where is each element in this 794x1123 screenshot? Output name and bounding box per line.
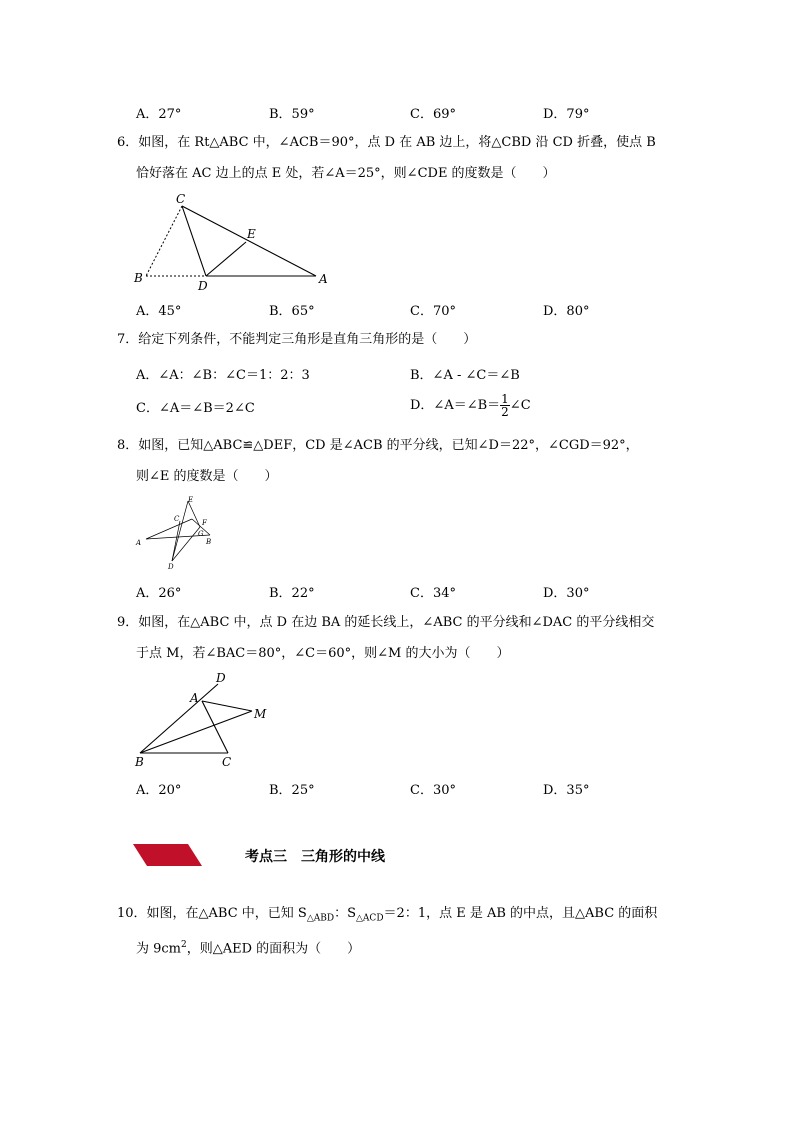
q5-option-b: B．59° <box>269 107 315 122</box>
q7-option-d-fraction <box>500 393 510 418</box>
q9-label-m: M <box>254 707 267 721</box>
q8-option-c: C．34° <box>410 586 456 601</box>
q5-option-d: D．79° <box>543 107 590 122</box>
q8-label-f: F <box>202 519 207 527</box>
q9-stem-line1: 9．如图，在△ABC 中，点 D 在边 BA 的延长线上，∠ABC 的平分线和∠DAC 的平分线相交 <box>117 615 655 630</box>
q10-sub-acd: △ACD <box>356 913 384 924</box>
section-banner-shape <box>130 844 205 866</box>
q8-option-b: B．22° <box>269 586 315 601</box>
q5-option-a: A．27° <box>136 107 182 122</box>
q5-option-c: C．69° <box>410 107 456 122</box>
section-banner-parallelogram <box>133 844 202 866</box>
q8-option-d: D．30° <box>543 586 590 601</box>
q6-label-d: D <box>198 279 208 293</box>
q6-option-a: A．45° <box>136 304 182 319</box>
q6-label-e: E <box>247 227 256 241</box>
q8-stem-line1: 8．如图，已知△ABC≌△DEF，CD 是∠ACB 的平分线，已知∠D＝22°，∠CGD＝92°， <box>117 438 639 453</box>
q8-label-b: B <box>206 538 212 546</box>
q7-option-a: A．∠A：∠B：∠C＝1：2：3 <box>136 368 310 383</box>
q7-option-b: B．∠A - ∠C＝∠B <box>410 368 520 383</box>
q6-stem-line1: 6．如图，在 Rt△ABC 中，∠ACB＝90°，点 D 在 AB 边上，将△CBD 沿 CD 折叠，使点 B <box>117 135 656 150</box>
q10-text-e: ，则△AED 的面积为（ ） <box>186 941 361 957</box>
q7-option-d-suffix: ∠C <box>509 398 531 413</box>
q8-figure <box>132 493 222 573</box>
q6-label-b: B <box>134 271 143 285</box>
q9-label-b: B <box>135 755 144 769</box>
q9-figure <box>130 670 280 770</box>
q9-label-c: C <box>222 755 232 769</box>
q7-option-c: C．∠A＝∠B＝2∠C <box>136 401 255 416</box>
q8-label-d: D <box>168 563 174 571</box>
q7-option-d-prefix: D．∠A＝∠B＝ <box>410 398 501 413</box>
q7-stem: 7．给定下列条件，不能判定三角形是直角三角形的是（ ） <box>117 332 477 347</box>
q9-option-a: A．20° <box>136 783 182 798</box>
q9-option-b: B．25° <box>269 783 315 798</box>
q6-figure <box>130 190 340 295</box>
q6-stem-line2: 恰好落在 AC 边上的点 E 处，若∠A＝25°，则∠CDE 的度数是（ ） <box>136 166 556 181</box>
q8-label-c: C <box>174 515 180 523</box>
q8-label-e: E <box>188 496 194 504</box>
q10-text-b: ：S <box>334 906 357 921</box>
q8-label-g: G <box>198 530 204 538</box>
q10-stem-line2 <box>136 935 360 959</box>
q6-option-d: D．80° <box>543 304 590 319</box>
q10-text-d: 为 9cm <box>136 941 182 957</box>
q8-option-a: A．26° <box>136 586 182 601</box>
q10-text-c: ＝2：1，点 E 是 AB 的中点，且△ABC 的面积 <box>383 906 658 921</box>
q10-stem-line1 <box>117 904 657 929</box>
q6-label-a: A <box>319 272 328 286</box>
q10-sup: 2 <box>181 940 187 950</box>
q6-option-b: B．65° <box>269 304 315 319</box>
q9-stem-line2: 于点 M，若∠BAC＝80°，∠C＝60°，则∠M 的大小为（ ） <box>136 646 510 661</box>
q10-sub-abd: △ABD <box>306 913 335 924</box>
q9-label-d: D <box>216 671 226 685</box>
section-title: 考点三 三角形的中线 <box>245 849 385 865</box>
fraction-numerator: 1 <box>501 392 509 406</box>
q9-option-c: C．30° <box>410 783 456 798</box>
q7-option-d <box>410 391 531 421</box>
q6-option-c: C．70° <box>410 304 456 319</box>
q9-option-d: D．35° <box>543 783 590 798</box>
fraction-denominator: 2 <box>501 405 509 419</box>
q6-label-c: C <box>176 192 186 206</box>
q8-label-a: A <box>136 539 142 547</box>
q9-label-a: A <box>190 691 199 705</box>
q10-text-a: 10．如图，在△ABC 中，已知 S <box>117 906 307 921</box>
q8-stem-line2: 则∠E 的度数是（ ） <box>136 469 278 484</box>
